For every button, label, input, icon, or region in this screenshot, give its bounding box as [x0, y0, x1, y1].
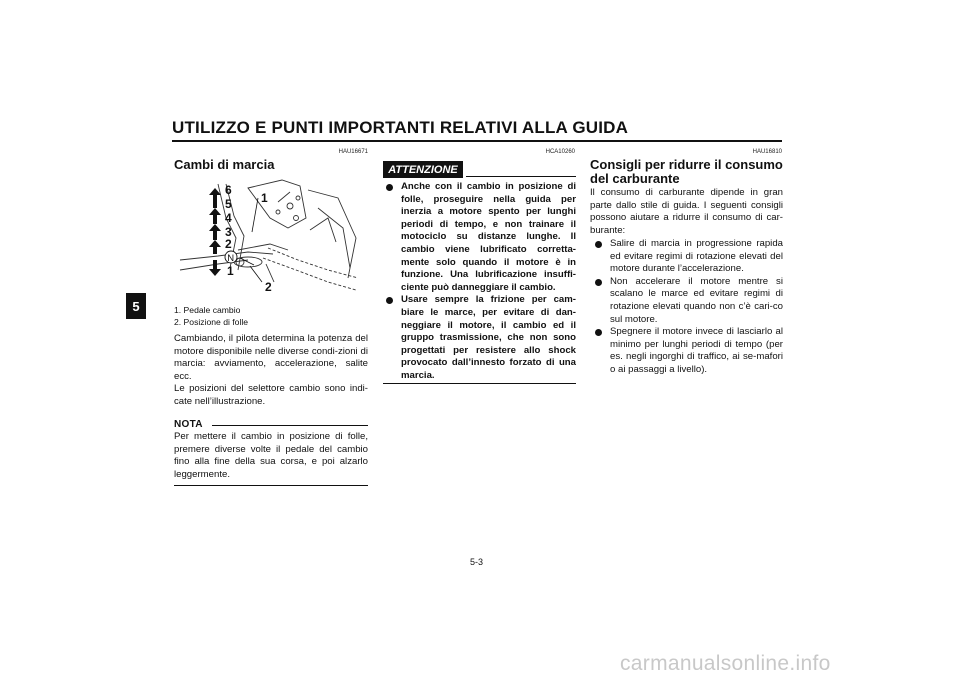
section-heading-fuel-consumption: Consigli per ridurre il consumo del carburante	[590, 157, 783, 186]
attenzione-bottom-rule	[383, 383, 576, 384]
bullet-icon	[595, 241, 602, 248]
body-paragraph: Cambiando, il pilota determina la potenza del motore disponibile nelle diverse condi-zioni di marcia: avviamento, accelerazione, salite ecc.	[174, 333, 368, 382]
gear-label: 2	[225, 237, 232, 251]
nota-label: NOTA	[174, 419, 203, 430]
attenzione-top-rule	[466, 176, 576, 177]
nota-bottom-rule	[174, 485, 368, 486]
bullet-icon	[595, 329, 602, 336]
nota-text: Per mettere il cambio in posizione di folle, premere diverse volte il pedale del cambio fino alla fine della sua corsa, e poi alzarlo leggermente.	[174, 431, 368, 480]
gear-label: 5	[225, 197, 232, 211]
list-item: Non accelerare il motore mentre si scalano le marce ed evitare regimi di rotazione elevati quando non c’è cari-co sul motore.	[590, 276, 783, 326]
title-rule	[172, 140, 782, 142]
nota-top-rule	[212, 425, 368, 426]
page-title: UTILIZZO E PUNTI IMPORTANTI RELATIVI ALLA GUIDA	[172, 118, 629, 137]
list-item: Salire di marcia in progressione rapida ed evitare regimi di rotazione elevati del motore durante l’accelerazione.	[590, 238, 783, 276]
watermark: carmanualsonline.info	[620, 652, 831, 675]
section-heading-gear-shifting: Cambi di marcia	[174, 157, 275, 172]
gear-label: 6	[225, 183, 232, 197]
body-paragraph: Le posizioni del selettore cambio sono indi-cate nell’illustrazione.	[174, 383, 368, 407]
section-code: HAU16671	[338, 149, 368, 155]
attenzione-list	[384, 181, 576, 383]
gear-shift-illustration	[178, 178, 363, 298]
list-item: Anche con il cambio in posizione di folle, proseguire nella guida per inerzia a motore spento per lunghi periodi di tempo, e non trainare il motociclo su distanze lunghe. Il cambio viene lubrificato corretta-mente solo quando il motore è in funzione. Una lubrificazione insuffi-ciente può danneggiare il cambio.	[384, 181, 576, 294]
attenzione-badge: ATTENZIONE	[383, 161, 463, 178]
gear-label: 1	[227, 264, 234, 278]
gear-label-neutral: N	[227, 253, 235, 264]
caption-item: 1. Pedale cambio	[174, 305, 241, 315]
bullet-icon	[386, 184, 393, 191]
list-item: Usare sempre la frizione per cam-biare le marce, per evitare di dan-neggiare il motore, il cambio ed il gruppo trasmissione, che non sono progettati per resistere allo shock provocato dall’innesto forzato di una marcia.	[384, 294, 576, 382]
section-code: HCA10260	[545, 149, 575, 155]
caption-item: 2. Posizione di folle	[174, 317, 249, 327]
callout-number: 2	[265, 280, 272, 294]
fuel-tips-list	[590, 238, 783, 377]
body-text: Il consumo di carburante dipende in gran parte dallo stile di guida. I seguenti consigli possono aiutare a ridurre il consumo di car-burante:	[590, 187, 783, 236]
section-code: HAU16810	[752, 149, 782, 155]
gear-label: 4	[225, 211, 232, 225]
bullet-icon	[595, 279, 602, 286]
chapter-tab: 5	[126, 293, 146, 319]
page-number: 5-3	[470, 557, 484, 567]
body-text	[174, 333, 368, 409]
list-item: Spegnere il motore invece di lasciarlo al minimo per lunghi periodi di tempo (per es. negli ingorghi di traffico, ai se-mafori o ai passaggi a livello).	[590, 326, 783, 376]
gear-label: 3	[225, 225, 232, 239]
callout-number: 1	[261, 191, 268, 205]
bullet-icon	[386, 297, 393, 304]
